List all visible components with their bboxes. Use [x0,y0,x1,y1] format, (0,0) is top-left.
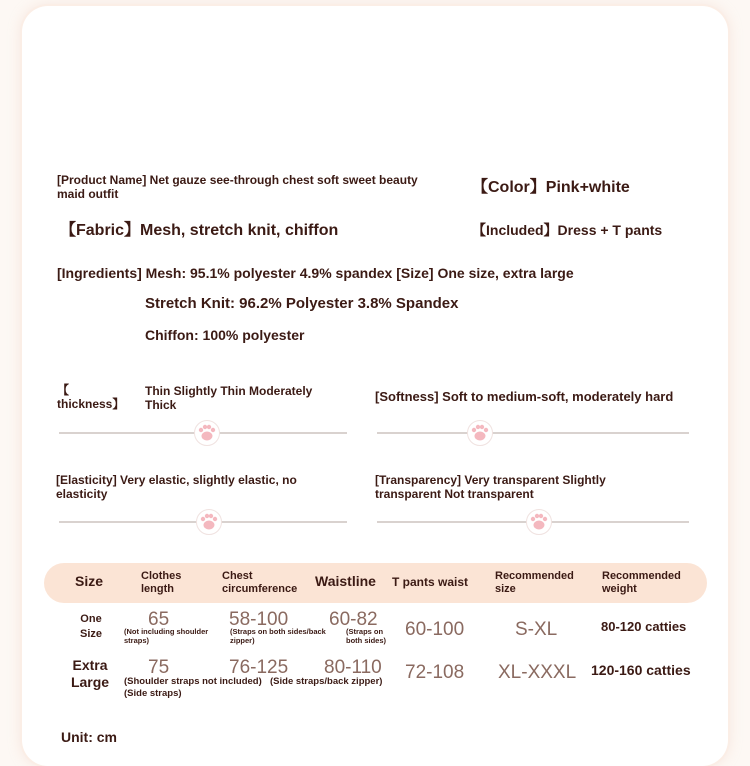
included-info: 【Included】Dress + T pants [472,222,663,238]
fabric-info: 【Fabric】Mesh, stretch knit, chiffon [60,222,339,239]
row-recommended-weight: 120-160 catties [591,662,691,678]
row-chest-note: (Straps on both sides/back zipper) [230,627,326,645]
header-size: Size [75,573,104,589]
row-size: Extra Large [70,657,110,690]
row-recommended-weight: 80-120 catties [601,619,687,634]
row-chest: 58-100 [229,609,289,630]
header-chest: Chest circumference [222,570,298,595]
row-waist-note: (Straps on both sides) [346,627,387,645]
paw-icon [194,420,220,446]
paw-icon [467,420,493,446]
product-name: [Product Name] Net gauze see-through chest soft sweet beauty maid outfit [57,173,418,201]
header-clothes-length: Clothes length [141,570,182,595]
thickness-label: 【 thickness】 [57,383,125,411]
paw-icon [196,509,222,535]
row-t-pants-waist: 72-108 [405,662,465,683]
row-recommended-size: XL-XXXL [498,662,577,683]
row-size: One Size [79,613,102,640]
softness-label: [Softness] Soft to medium-soft, moderately hard [375,389,674,404]
header-waistline: Waistline [315,573,376,589]
row-chest-note: (Side straps/back zipper) [270,676,383,687]
color-info: 【Color】Pink+white [472,179,630,196]
header-t-pants-waist: T pants waist [392,575,469,589]
row-waist-note: (Side straps) [124,688,182,699]
unit-label: Unit: cm [61,729,117,745]
header-recommended-weight: Recommended weight [602,570,681,595]
ingredients-line3: Chiffon: 100% polyester [145,327,305,343]
row-length-note: (Not including shoulder straps) [124,627,209,645]
row-length-note: (Shoulder straps not included) [124,676,262,687]
transparency-label: [Transparency] Very transparent Slightly transparent Not transparent [375,473,606,501]
row-waistline: 80-110 [324,657,382,678]
header-recommended-size: Recommended size [495,570,574,595]
row-recommended-size: S-XL [515,619,558,640]
ingredients-line1: [Ingredients] Mesh: 95.1% polyester 4.9% spandex [Size] One size, extra large [57,265,574,281]
row-waistline: 60-82 [329,609,378,630]
info-card [22,6,728,766]
row-clothes-length: 75 [148,657,170,678]
elasticity-label: [Elasticity] Very elastic, slightly elastic, no elasticity [56,473,297,501]
paw-icon [526,509,552,535]
thickness-options: Thin Slightly Thin Moderately Thick [145,384,313,412]
ingredients-line2: Stretch Knit: 96.2% Polyester 3.8% Spandex [145,295,459,312]
row-clothes-length: 65 [148,609,170,630]
softness-track [377,432,689,434]
row-chest: 76-125 [229,657,289,678]
row-t-pants-waist: 60-100 [405,619,465,640]
